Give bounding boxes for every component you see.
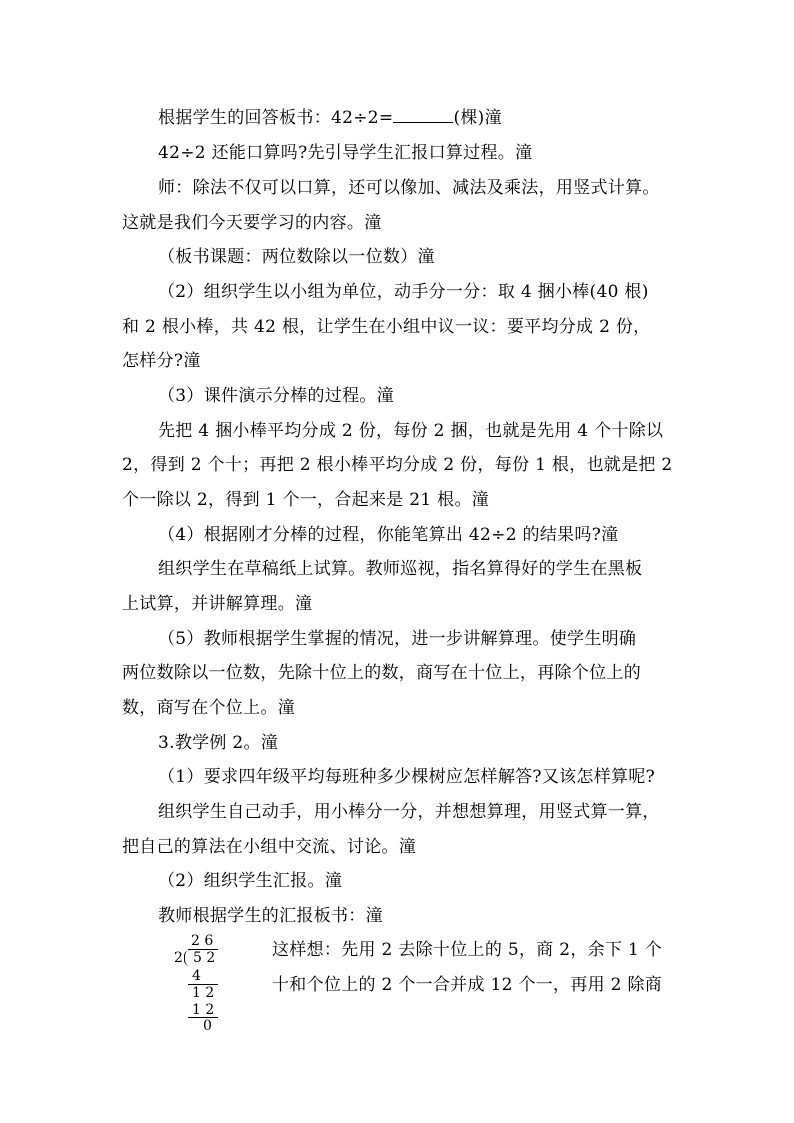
text-line [158,766,655,788]
text-line [122,489,489,511]
line-text-unit: (棵) [453,108,485,128]
line-text: 师：除法不仅可以口算，还可以像加、减法及乘法，用竖式计算。 [158,178,660,198]
text-line [158,246,435,268]
ld-quotient: 2 6 [191,933,214,949]
line-text: （2）组织学生以小组为单位，动手分一分：取 4 捆小棒(40 根) [158,282,649,302]
line-mark: 潼 [183,351,201,371]
line-text: 组织学生在草稿纸上试算。教师巡视，指名算得好的学生在黑板 [158,559,643,579]
line-mark: 潼 [484,108,502,128]
line-text: 个一除以 2，得到 1 个一，合起来是 21 根。 [122,490,472,510]
line-text: 和 2 根小棒，共 42 根，让学生在小组中议一议：要平均分成 2 份， [122,317,651,337]
line-text: 十和个位上的 2 个一合并成 12 个一，再用 2 除商 [272,975,663,995]
line-text: 怎样分? [122,351,184,371]
line-text: 数，商写在个位上。 [122,698,278,718]
line-mark: 潼 [277,698,296,718]
text-line [158,905,383,927]
text-line [158,628,636,650]
text-line [122,350,201,372]
text-line [158,420,663,442]
line-mark: 潼 [515,143,533,163]
text-line [122,593,312,615]
line-mark: 潼 [417,247,435,267]
line-text: （3）课件演示分棒的过程。 [158,386,377,406]
line-mark: 潼 [471,490,490,510]
line-mark: 潼 [376,386,395,406]
line-text: 把自己的算法在小组中交流、讨论。 [122,837,399,857]
ld-divisor: 2 [174,950,183,966]
text-line [122,454,673,476]
text-line [122,316,651,338]
text-line [158,524,618,546]
line-text: 上试算，并讲解算理。 [122,594,295,614]
text-line [158,801,660,823]
text-line [122,212,382,234]
text-line [122,662,641,684]
ld-step-2: 1 2 [192,985,215,1001]
line-mark: 潼 [364,213,382,233]
line-text: 这样想：先用 2 去除十位上的 5，商 2，余下 1 个 [272,940,663,960]
text-line [158,177,660,199]
line-mark: 潼 [295,594,313,614]
line-text: 两位数除以一位数，先除十位上的数，商写在十位上，再除个位上的 [122,663,641,683]
line-text: 这就是我们今天要学习的内容。 [122,213,365,233]
text-line [158,106,502,129]
line-text: （4）根据刚才分棒的过程，你能笔算出 42÷2 的结果吗? [158,525,602,545]
text-line [272,974,662,996]
line-mark: 潼 [398,837,417,857]
line-text: 根据学生的回答板书：42÷2= [158,108,394,128]
line-text: 42÷2 还能口算吗?先引导学生汇报口算过程。 [158,143,516,163]
line-mark: 潼 [365,906,383,926]
text-line [122,836,416,858]
answer-blank [393,106,453,123]
line-text: （板书课题：两位数除以一位数） [158,247,418,267]
line-text: 先把 4 捆小棒平均分成 2 份，每份 2 捆，也就是先用 4 个十除以 [158,421,664,441]
text-line [158,385,394,407]
line-text: 组织学生自己动手，用小棒分一分，并想想算理，用竖式算一算， [158,802,660,822]
ld-bracket [184,950,191,966]
line-text: （1）要求四年级平均每班种多少棵树应怎样解答?又该怎样算呢? [158,767,656,787]
text-line [158,142,532,164]
text-line [158,870,342,892]
ld-dividend: 5 2 [193,950,216,966]
text-line [158,281,649,303]
line-mark: 潼 [324,871,343,891]
line-text: 2，得到 2 个十；再把 2 根小棒平均分成 2 份，每份 1 根，也就是把 2 [122,455,673,475]
text-line [158,558,642,580]
line-mark: 潼 [260,733,279,753]
line-text: （2）组织学生汇报。 [158,871,325,891]
text-line [122,697,295,719]
line-text: （5）教师根据学生掌握的情况，进一步讲解算理。使学生明确 [158,629,637,649]
line-text: 3.教学例 2。 [158,733,261,753]
line-text: 教师根据学生的汇报板书： [158,906,366,926]
line-mark: 潼 [601,525,619,545]
ld-step-1: 4 [192,968,201,984]
ld-remainder: 0 [203,1018,212,1034]
text-line [158,732,278,754]
ld-step-3: 1 2 [192,1002,215,1018]
text-line [272,939,662,961]
